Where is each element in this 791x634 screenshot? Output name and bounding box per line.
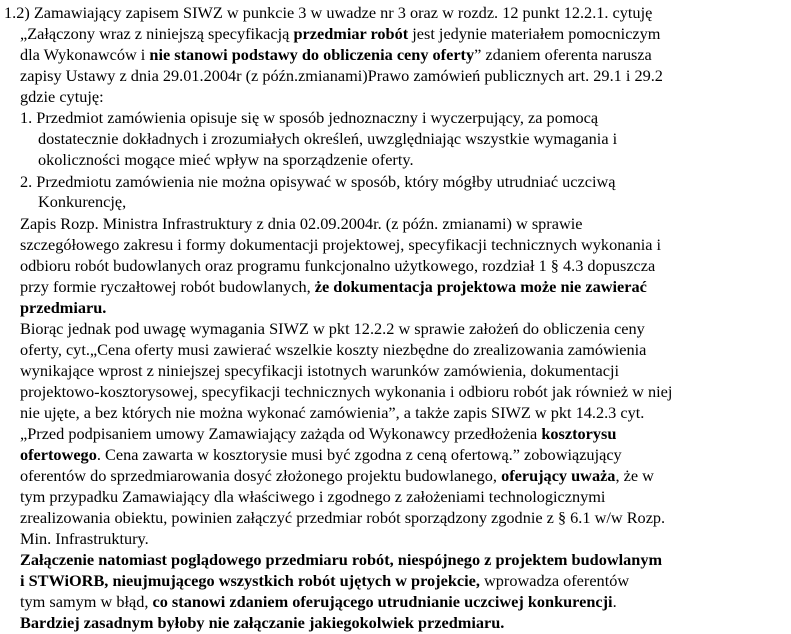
text-run: , że w [615,466,654,485]
text-line [20,298,106,318]
text-run: Zapis Rozp. Ministra Infrastruktury z dnia 02.09.2004r. (z późn. zmianami) w sprawie [20,214,583,233]
text-run: projektowo-kosztorysowej, specyfikacji technicznych wykonania i odbioru robót jak również w niej [20,382,673,401]
bold-text: Bardziej zasadnym byłoby nie załączanie jakiegokolwiek przedmiaru. [20,613,505,632]
text-line [20,214,582,234]
text-run: okoliczności mogące mieć wpływ na sporządzenie oferty. [38,150,414,169]
text-line [20,87,104,107]
text-line [20,592,617,612]
text-line [20,529,149,549]
text-run: dla Wykonawców i [20,45,150,64]
text-line [20,361,619,381]
text-line [20,466,654,486]
text-run: gdzie cytuję: [20,87,104,106]
text-run: Min. Infrastruktury. [20,529,149,548]
text-line [20,340,646,360]
text-line [20,424,616,444]
text-run: wynikające wprost z niniejszej specyfikacji istotnych warunków zamówienia, dokumentacji [20,361,620,380]
text-line [38,129,617,149]
text-run: oferentów do sprzedmiarowania dosyć złożonego projektu budowlanego, [20,466,502,485]
text-run: jest jedynie materiałem pomocniczym [408,24,661,43]
text-line [20,445,622,465]
bold-text: nie stanowi podstawy do obliczenia ceny oferty [149,45,475,64]
text-run: Biorąc jednak pod uwagę wymagania SIWZ w pkt 12.2.2 w sprawie założeń do obliczenia ceny [20,319,645,338]
bold-text: kosztorysu [541,424,617,443]
text-run: dostatecznie dokładnych i zrozumiałych określeń, uwzględniając wszystkie wymagania i [38,129,618,148]
text-run: „Przed podpisaniem umowy Zamawiający zażąda od Wykonawcy przedłożenia [20,424,542,443]
bold-text: przedmiaru. [20,298,107,317]
bold-text: co stanowi zdaniem oferującego utrudnianie uczciwej konkurencji [152,592,613,611]
text-run: zrealizowania obiektu, powinien załączyć przedmiar robót sporządzony zgodnie z § 6.1 w/w Rozp. [20,508,666,527]
text-line [20,487,605,507]
text-line [20,571,629,591]
bold-text: ofertowego [20,445,97,464]
text-line [20,613,504,633]
text-run: oferty, cyt.„Cena oferty musi zawierać wszelkie koszty niezbędne do zrealizowania zamówienia [20,340,647,359]
text-run: tym przypadku Zamawiający dla właściwego i zgodnego z założeniami technologicznymi [20,487,606,506]
text-run: ” zdaniem oferenta narusza [474,45,652,64]
text-line [20,24,660,44]
text-run: szczegółowego zakresu i formy dokumentacji projektowej, specyfikacji technicznych wykonania i [20,235,662,254]
text-line [38,192,126,212]
bold-text: przedmiar robót [293,24,409,43]
text-run: nie ujęte, a bez których nie można wykonać zamówienia”, a także zapis SIWZ w pkt 14.2.3 cyt. [20,403,645,422]
text-line [20,319,645,339]
text-line [20,66,663,86]
text-line [20,256,655,276]
bold-text: Załączenie natomiast poglądowego przedmiaru robót, niespójnego z projektem budowlanym [20,550,663,569]
text-line [4,3,652,23]
text-run: tym samym w błąd, [20,592,153,611]
text-run: Konkurencję, [38,192,127,211]
text-line [38,150,414,170]
text-run: . [612,592,617,611]
text-line [20,382,672,402]
text-run: 1.2) Zamawiający zapisem SIWZ w punkcie 3 w uwadze nr 3 oraz w rozdz. 12 punkt 12.2.1. cytuję [4,3,653,22]
text-line [20,550,662,570]
bold-text: że dokumentacja projektowa może nie zawierać [314,277,647,296]
text-line [20,108,598,128]
bold-text: oferujący uważa [501,466,616,485]
text-run: 2. Przedmiotu zamówienia nie można opisywać w sposób, który mógłby utrudniać uczciwą [20,172,616,191]
text-run: „Załączony wraz z niniejszą specyfikacją [20,24,294,43]
text-run: 1. Przedmiot zamówienia opisuje się w sposób jednoznaczny i wyczerpujący, za pomocą [20,108,599,127]
text-line [20,508,665,528]
text-line [20,235,661,255]
text-line [20,45,652,65]
text-run: . Cena zawarta w kosztorysie musi być zgodna z ceną ofertową.” zobowiązujący [96,445,622,464]
bold-text: i STWiORB, nieujmującego wszystkich robót ujętych w projekcie, [20,571,480,590]
text-run: odbioru robót budowlanych oraz programu funkcjonalno użytkowego, rozdział 1 § 4.3 dopuszcza [20,256,656,275]
text-run: zapisy Ustawy z dnia 29.01.2004r (z późn.zmianami)Prawo zamówień publicznych art. 29.1 i 29.2 [20,66,663,85]
text-run: wprowadza oferentów [479,571,630,590]
text-line [20,403,644,423]
text-run: przy formie ryczałtowej robót budowlanych, [20,277,315,296]
text-line [20,277,647,297]
text-line [20,172,615,192]
